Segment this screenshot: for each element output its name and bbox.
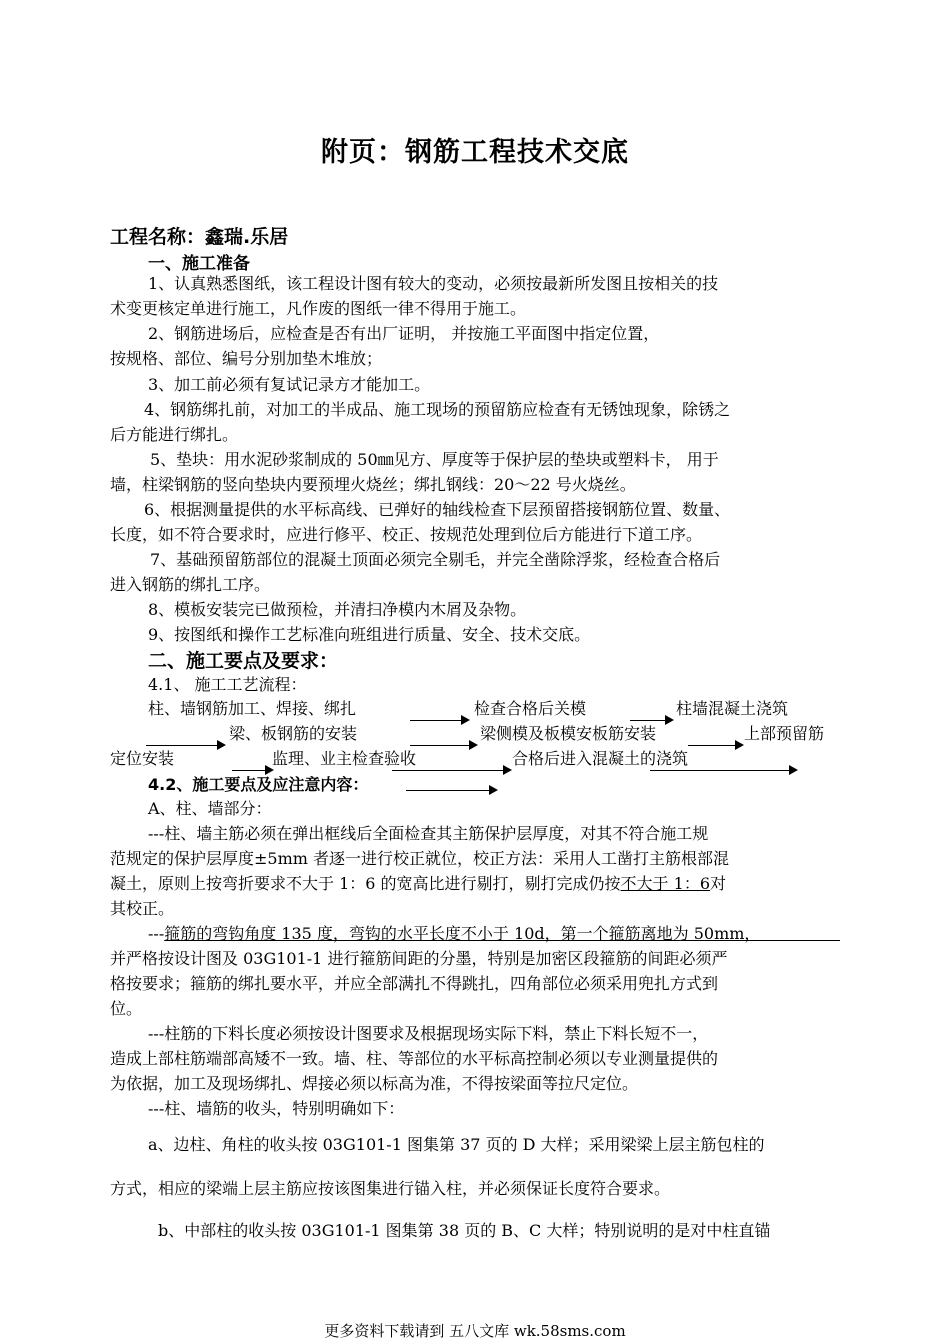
flow-arrow [146, 745, 224, 746]
para-line: 格按要求；箍筋的绑扎要水平，并应全部满扎不得跳扎，四角部位必须采用兜扎方式到 [110, 974, 719, 993]
para-line: 造成上部柱筋端部高矮不一致。墙、柱、等部位的水平标高控制必须以专业测量提供的 [110, 1049, 719, 1068]
footer-link[interactable]: 更多资料下载请到 五八文库 wk.58sms.com [324, 1322, 626, 1340]
flow-arrow [406, 790, 496, 791]
flow-arrow [630, 720, 672, 721]
section2-heading: 二、施工要点及要求： [148, 650, 339, 672]
para-text: --- [148, 924, 165, 943]
para-line: 范规定的保护层厚度±5mm 者逐一进行校正就位，校正方法：采用人工凿打主筋根部混 [110, 849, 730, 868]
s1-line: 墙，柱梁钢筋的竖向垫块内要预埋火烧丝；绑扎钢线：20～22 号火烧丝。 [110, 475, 636, 494]
flow-heading: 4.1、 施工工艺流程： [148, 675, 307, 694]
para-line: ---柱、墙筋的收头，特别明确如下： [148, 1099, 405, 1118]
sub-heading-a: A、柱、墙部分： [148, 799, 272, 818]
para-line [148, 922, 760, 946]
flow-step: 上部预留筋 [744, 724, 825, 743]
para-line: a、边柱、角柱的收头按 03G101-1 图集第 37 页的 D 大样；采用梁梁上层主筋包柱的 [148, 1135, 765, 1154]
flow-step: 监理、业主检查验收 [272, 749, 417, 768]
flow-step: 检查合格后关模 [474, 699, 587, 718]
s1-line: 后方能进行绑扎。 [110, 425, 239, 444]
s1-line: 进入钢筋的绑扎工序。 [110, 575, 271, 594]
para-text: 凝土，原则上按弯折要求不大于 1：6 的宽高比进行剔打，剔打完成仍按 [110, 874, 621, 893]
flow-arrow [410, 745, 476, 746]
underline-rule [172, 940, 840, 941]
s1-line: 5、垫块：用水泥砂浆制成的 50㎜见方、厚度等于保护层的垫块或塑料卡， 用于 [150, 450, 719, 469]
flow-step: 柱墙混凝土浇筑 [676, 699, 789, 718]
para-line: 位。 [110, 999, 143, 1018]
flow-step: 定位安装 [110, 749, 175, 768]
para-line: 为依据，加工及现场绑扎、焊接必须以标高为准，不得按梁面等拉尺定位。 [110, 1074, 639, 1093]
flow-step: 梁、板钢筋的安装 [229, 724, 358, 743]
para-line: ---柱、墙主筋必须在弹出框线后全面检查其主筋保护层厚度，对其不符合施工规 [148, 824, 709, 843]
section1-heading: 一、施工准备 [148, 254, 250, 274]
points-heading: 4.2、施工要点及应注意内容： [148, 775, 369, 794]
flow-arrow [392, 770, 510, 771]
s1-line: 3、加工前必须有复试记录方才能加工。 [148, 375, 431, 394]
project-name: 工程名称：鑫瑞.乐居 [110, 226, 289, 248]
s1-line: 1、认真熟悉图纸，该工程设计图有较大的变动，必须按最新所发图且按相关的技 [148, 274, 719, 293]
s1-line: 7、基础预留筋部位的混凝土顶面必须完全剔毛，并完全凿除浮浆，经检查合格后 [150, 550, 721, 569]
para-line: ---柱筋的下料长度必须按设计图要求及根据现场实际下料，禁止下料长短不一， [148, 1024, 709, 1043]
s1-line: 长度，如不符合要求时，应进行修平、校正、按规范处理到位后方能进行下道工序。 [110, 525, 703, 544]
para-line: b、中部柱的收头按 03G101-1 图集第 38 页的 B、C 大样；特别说明的是对中柱直锚 [158, 1221, 771, 1240]
s1-line: 2、钢筋进场后，应检查是否有出厂证明， 并按施工平面图中指定位置， [148, 324, 660, 343]
flow-arrow [232, 770, 272, 771]
s1-line: 8、模板安装完已做预检，并清扫净模内木屑及杂物。 [148, 600, 527, 619]
para-line [110, 872, 726, 896]
flow-arrow [688, 745, 742, 746]
s1-line: 术变更核定单进行施工，凡作废的图纸一律不得用于施工。 [110, 299, 527, 318]
s1-line: 4、钢筋绑扎前，对加工的半成品、施工现场的预留筋应检查有无锈蚀现象，除锈之 [144, 400, 731, 419]
flow-step: 合格后进入混凝土的浇筑 [512, 749, 689, 768]
flow-step: 梁侧模及板模安板筋安装 [480, 724, 657, 743]
flow-arrow [410, 720, 468, 721]
underlined-text: 不大于 1：6 [620, 874, 710, 893]
flow-step: 柱、墙钢筋加工、焊接、绑扎 [148, 699, 357, 718]
s1-line: 6、根据测量提供的水平标高线、已弹好的轴线检查下层预留搭接钢筋位置、数量、 [144, 500, 731, 519]
flow-arrow [650, 770, 796, 771]
underlined-text: 箍筋的弯钩角度 135 度，弯钩的水平长度不小于 10d，第一个箍筋离地为 50mm， [164, 924, 761, 943]
para-line: 方式，相应的梁端上层主筋应按该图集进行锚入柱，并必须保证长度符合要求。 [110, 1179, 671, 1198]
s1-line: 9、按图纸和操作工艺标准向班组进行质量、安全、技术交底。 [148, 625, 591, 644]
page-title: 附页：钢筋工程技术交底 [321, 137, 629, 168]
s1-line: 按规格、部位、编号分别加垫木堆放； [110, 349, 383, 368]
para-line: 并严格按设计图及 03G101-1 进行箍筋间距的分墨，特别是加密区段箍筋的间距必须严 [110, 949, 728, 968]
para-text: 对 [710, 874, 727, 893]
para-line: 其校正。 [110, 899, 175, 918]
